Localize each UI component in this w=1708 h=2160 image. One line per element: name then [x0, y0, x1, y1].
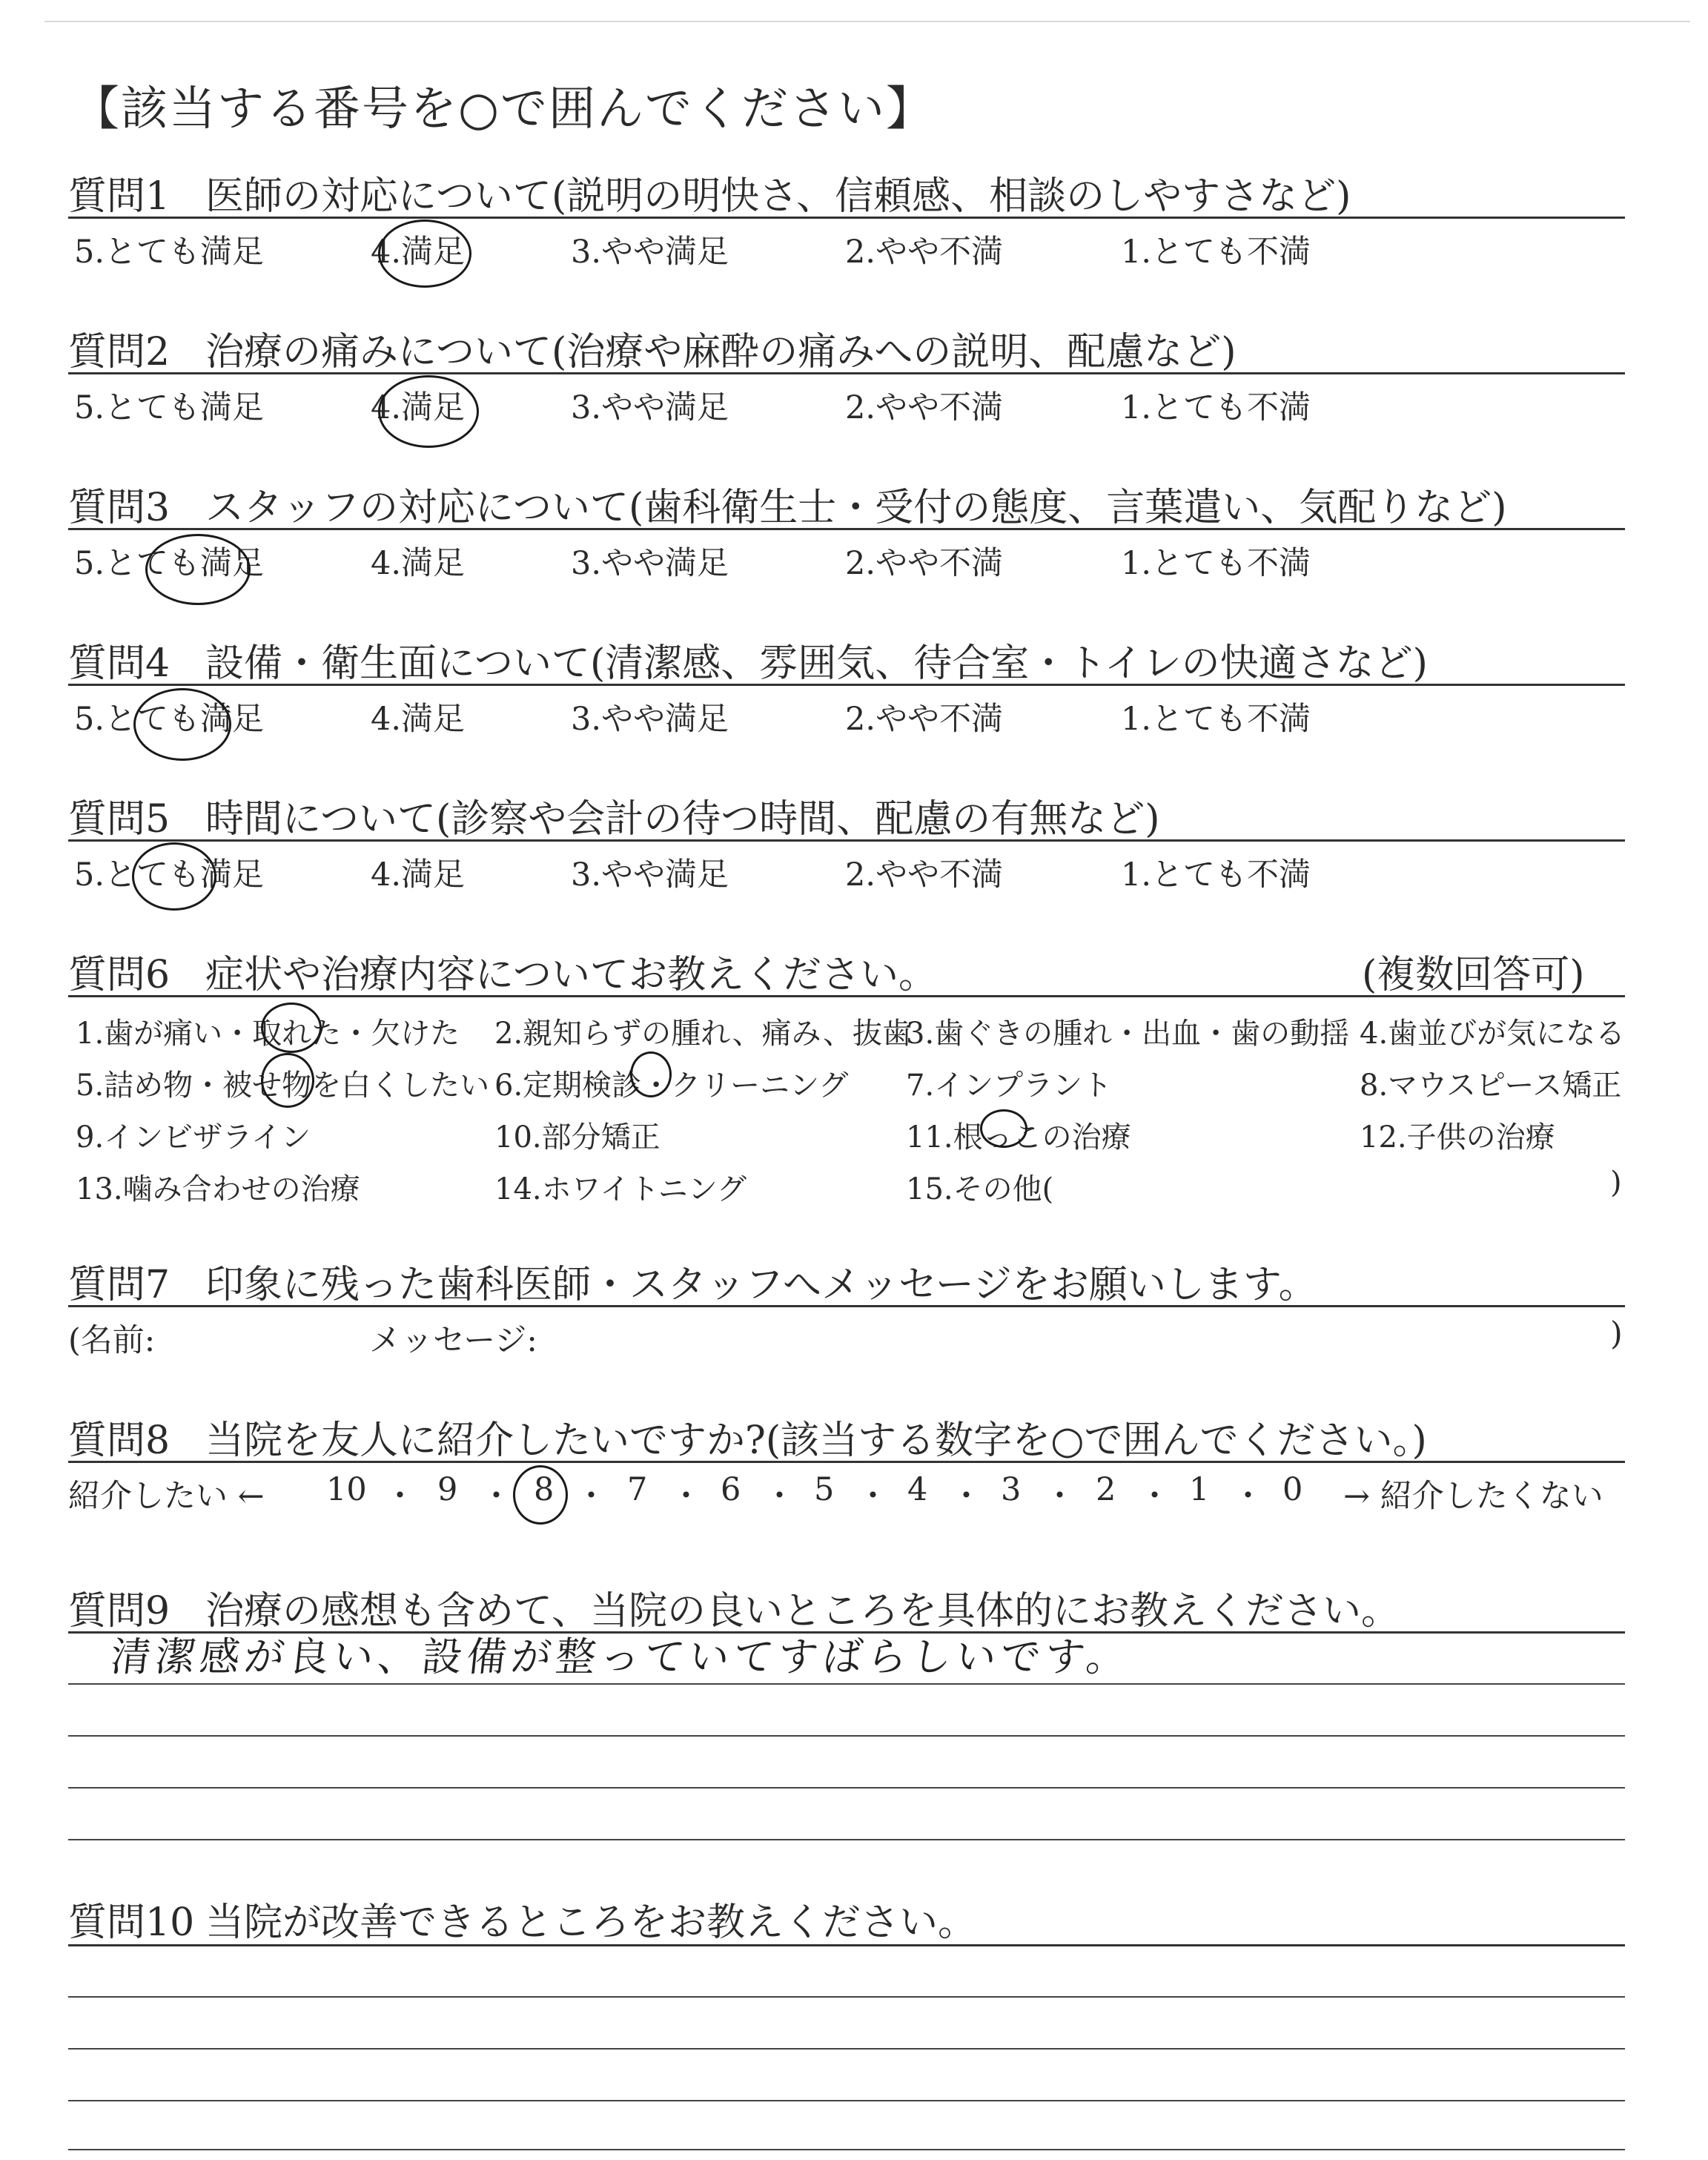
option-5[interactable]: 5.とても満足 [74, 701, 265, 738]
question-3 [68, 476, 1625, 582]
rating-options [68, 694, 1625, 739]
symptom-item[interactable]: 9.インビザライン [76, 1120, 311, 1155]
top-border [44, 21, 1690, 22]
divider [68, 528, 1625, 530]
rating-options [68, 850, 1625, 894]
score-separator: ・ [857, 1478, 889, 1515]
rating-options [68, 538, 1625, 583]
selection-circle [261, 1003, 322, 1053]
question-text: 治療の感想も含めて、当院の良いところを具体的にお教えください。 [205, 1589, 1400, 1634]
option-5[interactable]: 5.とても満足 [74, 234, 265, 271]
question-text: 医師の対応について(説明の明快さ、信頼感、相談のしやすさなど) [205, 174, 1351, 219]
option-5[interactable]: 5.とても満足 [74, 856, 265, 894]
option-2[interactable]: 2.やや不満 [845, 389, 1004, 426]
option-1[interactable]: 1.とても不満 [1121, 701, 1311, 738]
question-number: 質問1 [68, 174, 171, 219]
score-separator: ・ [575, 1478, 607, 1515]
selection-circle [378, 375, 479, 448]
answer-line [68, 2048, 1625, 2050]
selection-circle [513, 1465, 568, 1525]
recommend-left-label: 紹介したい ← [68, 1478, 265, 1515]
question-number: 質問8 [68, 1418, 171, 1463]
option-4[interactable]: 4.満足 [371, 389, 466, 426]
score-separator: ・ [1232, 1478, 1264, 1515]
option-5[interactable]: 5.とても満足 [74, 389, 265, 426]
other-close-paren: ) [1610, 1166, 1622, 1200]
question-2 [68, 320, 1625, 426]
divider [68, 684, 1625, 686]
selection-circle [133, 688, 231, 761]
multiple-answer-note: (複数回答可) [1362, 953, 1585, 997]
divider [68, 217, 1625, 219]
page-title: 【該当する番号を○で囲んでください】 [73, 82, 934, 136]
score-separator: ・ [950, 1478, 982, 1515]
option-2[interactable]: 2.やや不満 [845, 701, 1004, 738]
question-9 [68, 1579, 1625, 1634]
score-2[interactable]: 2 [1096, 1471, 1116, 1508]
score-3[interactable]: 3 [1001, 1471, 1022, 1508]
answer-line [68, 1683, 1625, 1685]
score-9[interactable]: 9 [437, 1471, 458, 1508]
option-5[interactable]: 5.とても満足 [74, 545, 265, 582]
option-1[interactable]: 1.とても不満 [1121, 856, 1311, 894]
question-text: 当院が改善できるところをお教えください。 [205, 1900, 977, 1945]
symptom-item[interactable]: 6.定期検診・クリーニング [494, 1069, 849, 1103]
recommend-right-label: → 紹介したくない [1343, 1478, 1603, 1515]
question-7 [68, 1253, 1625, 1307]
option-1[interactable]: 1.とても不満 [1121, 234, 1311, 271]
option-1[interactable]: 1.とても不満 [1121, 545, 1311, 582]
divider [68, 839, 1625, 842]
question-text: 症状や治療内容についてお教えください。 [205, 953, 937, 997]
question-number: 質問10 [68, 1900, 195, 1945]
divider [68, 1461, 1625, 1463]
question-1 [68, 165, 1625, 271]
score-separator: ・ [1139, 1478, 1171, 1515]
selection-circle [145, 534, 251, 605]
question-number: 質問4 [68, 641, 171, 686]
option-2[interactable]: 2.やや不満 [845, 545, 1004, 582]
option-3[interactable]: 3.やや満足 [571, 701, 729, 738]
question-text: 時間について(診察や会計の待つ時間、配慮の有無など) [205, 797, 1160, 842]
message-label: メッセージ: [369, 1322, 537, 1359]
score-4[interactable]: 4 [907, 1471, 928, 1508]
answer-line [68, 1735, 1625, 1737]
handwritten-answer: 清潔感が良い、設備が整っていてすばらしいです。 [108, 1634, 1133, 1680]
score-separator: ・ [764, 1478, 795, 1515]
answer-line [68, 2100, 1625, 2101]
symptom-item[interactable]: 13.噛み合わせの治療 [76, 1172, 360, 1206]
answer-line [68, 1996, 1625, 1998]
question-number: 質問9 [68, 1589, 171, 1634]
divider [68, 372, 1625, 374]
score-separator: ・ [1044, 1478, 1076, 1515]
selection-circle [378, 219, 471, 288]
question-text: 設備・衛生面について(清潔感、雰囲気、待合室・トイレの快適さなど) [205, 641, 1428, 686]
score-0[interactable]: 0 [1282, 1471, 1303, 1508]
question-number: 質問7 [68, 1263, 171, 1307]
option-2[interactable]: 2.やや不満 [845, 856, 1004, 894]
score-7[interactable]: 7 [627, 1471, 648, 1508]
question-10 [68, 1891, 1625, 1945]
symptom-item[interactable]: 15.その他( [906, 1172, 1054, 1206]
rating-options [68, 383, 1625, 427]
score-separator: ・ [384, 1478, 416, 1515]
question-text: 当院を友人に紹介したいですか?(該当する数字を○で囲んでください。) [205, 1418, 1427, 1463]
symptom-item[interactable]: 5.詰め物・被せ物を白くしたい [76, 1069, 490, 1103]
symptom-item[interactable]: 2.親知らずの腫れ、痛み、抜歯 [494, 1017, 912, 1051]
symptom-item[interactable]: 8.マウスピース矯正 [1360, 1069, 1622, 1103]
divider [68, 995, 1625, 997]
option-3[interactable]: 3.やや満足 [571, 234, 729, 271]
symptom-item[interactable]: 1.歯が痛い・取れた・欠けた [76, 1017, 460, 1051]
option-3[interactable]: 3.やや満足 [571, 389, 729, 426]
question-number: 質問6 [68, 953, 171, 997]
symptom-item[interactable]: 10.部分矯正 [494, 1120, 661, 1155]
symptom-item[interactable]: 7.インプラント [906, 1069, 1113, 1103]
question-text: 印象に残った歯科医師・スタッフへメッセージをお願いします。 [205, 1263, 1317, 1307]
answer-line [68, 1944, 1625, 1946]
option-4[interactable]: 4.満足 [371, 701, 466, 738]
symptom-item[interactable]: 4.歯並びが気になる [1360, 1017, 1626, 1051]
question-8 [68, 1409, 1625, 1463]
selection-circle [630, 1051, 672, 1097]
question-number: 質問2 [68, 330, 171, 374]
answer-line [68, 1787, 1625, 1789]
selection-circle [980, 1109, 1027, 1148]
question-6 [68, 943, 1625, 997]
question-5 [68, 787, 1625, 894]
symptom-item[interactable]: 3.歯ぐきの腫れ・出血・歯の動揺 [906, 1017, 1350, 1051]
option-4[interactable]: 4.満足 [371, 545, 466, 582]
question-text: 治療の痛みについて(治療や麻酔の痛みへの説明、配慮など) [205, 330, 1237, 374]
option-2[interactable]: 2.やや不満 [845, 234, 1004, 271]
symptom-item[interactable]: 14.ホワイトニング [494, 1172, 747, 1206]
option-4[interactable]: 4.満足 [371, 856, 466, 894]
option-3[interactable]: 3.やや満足 [571, 856, 729, 894]
name-label: (名前: [68, 1322, 156, 1359]
question-text: スタッフの対応について(歯科衛生士・受付の態度、言葉遣い、気配りなど) [205, 486, 1507, 530]
question-number: 質問3 [68, 486, 171, 530]
answer-line [68, 1839, 1625, 1840]
divider [68, 1305, 1625, 1307]
score-10[interactable]: 10 [326, 1471, 367, 1508]
rating-options [68, 227, 1625, 271]
message-close-paren: ) [1610, 1315, 1623, 1353]
score-separator: ・ [670, 1478, 702, 1515]
question-4 [68, 632, 1625, 738]
question-number: 質問5 [68, 797, 171, 842]
selection-circle [261, 1053, 314, 1108]
score-5[interactable]: 5 [814, 1471, 835, 1508]
option-1[interactable]: 1.とても不満 [1121, 389, 1311, 426]
symptom-item[interactable]: 11.根っこの治療 [906, 1120, 1131, 1155]
symptom-item[interactable]: 12.子供の治療 [1360, 1120, 1555, 1155]
score-separator: ・ [480, 1478, 512, 1515]
score-8[interactable]: 8 [534, 1471, 555, 1508]
option-4[interactable]: 4.満足 [371, 234, 466, 271]
selection-circle [132, 842, 216, 911]
answer-line [68, 2149, 1625, 2150]
score-1[interactable]: 1 [1189, 1471, 1210, 1508]
score-6[interactable]: 6 [721, 1471, 741, 1508]
option-3[interactable]: 3.やや満足 [571, 545, 729, 582]
